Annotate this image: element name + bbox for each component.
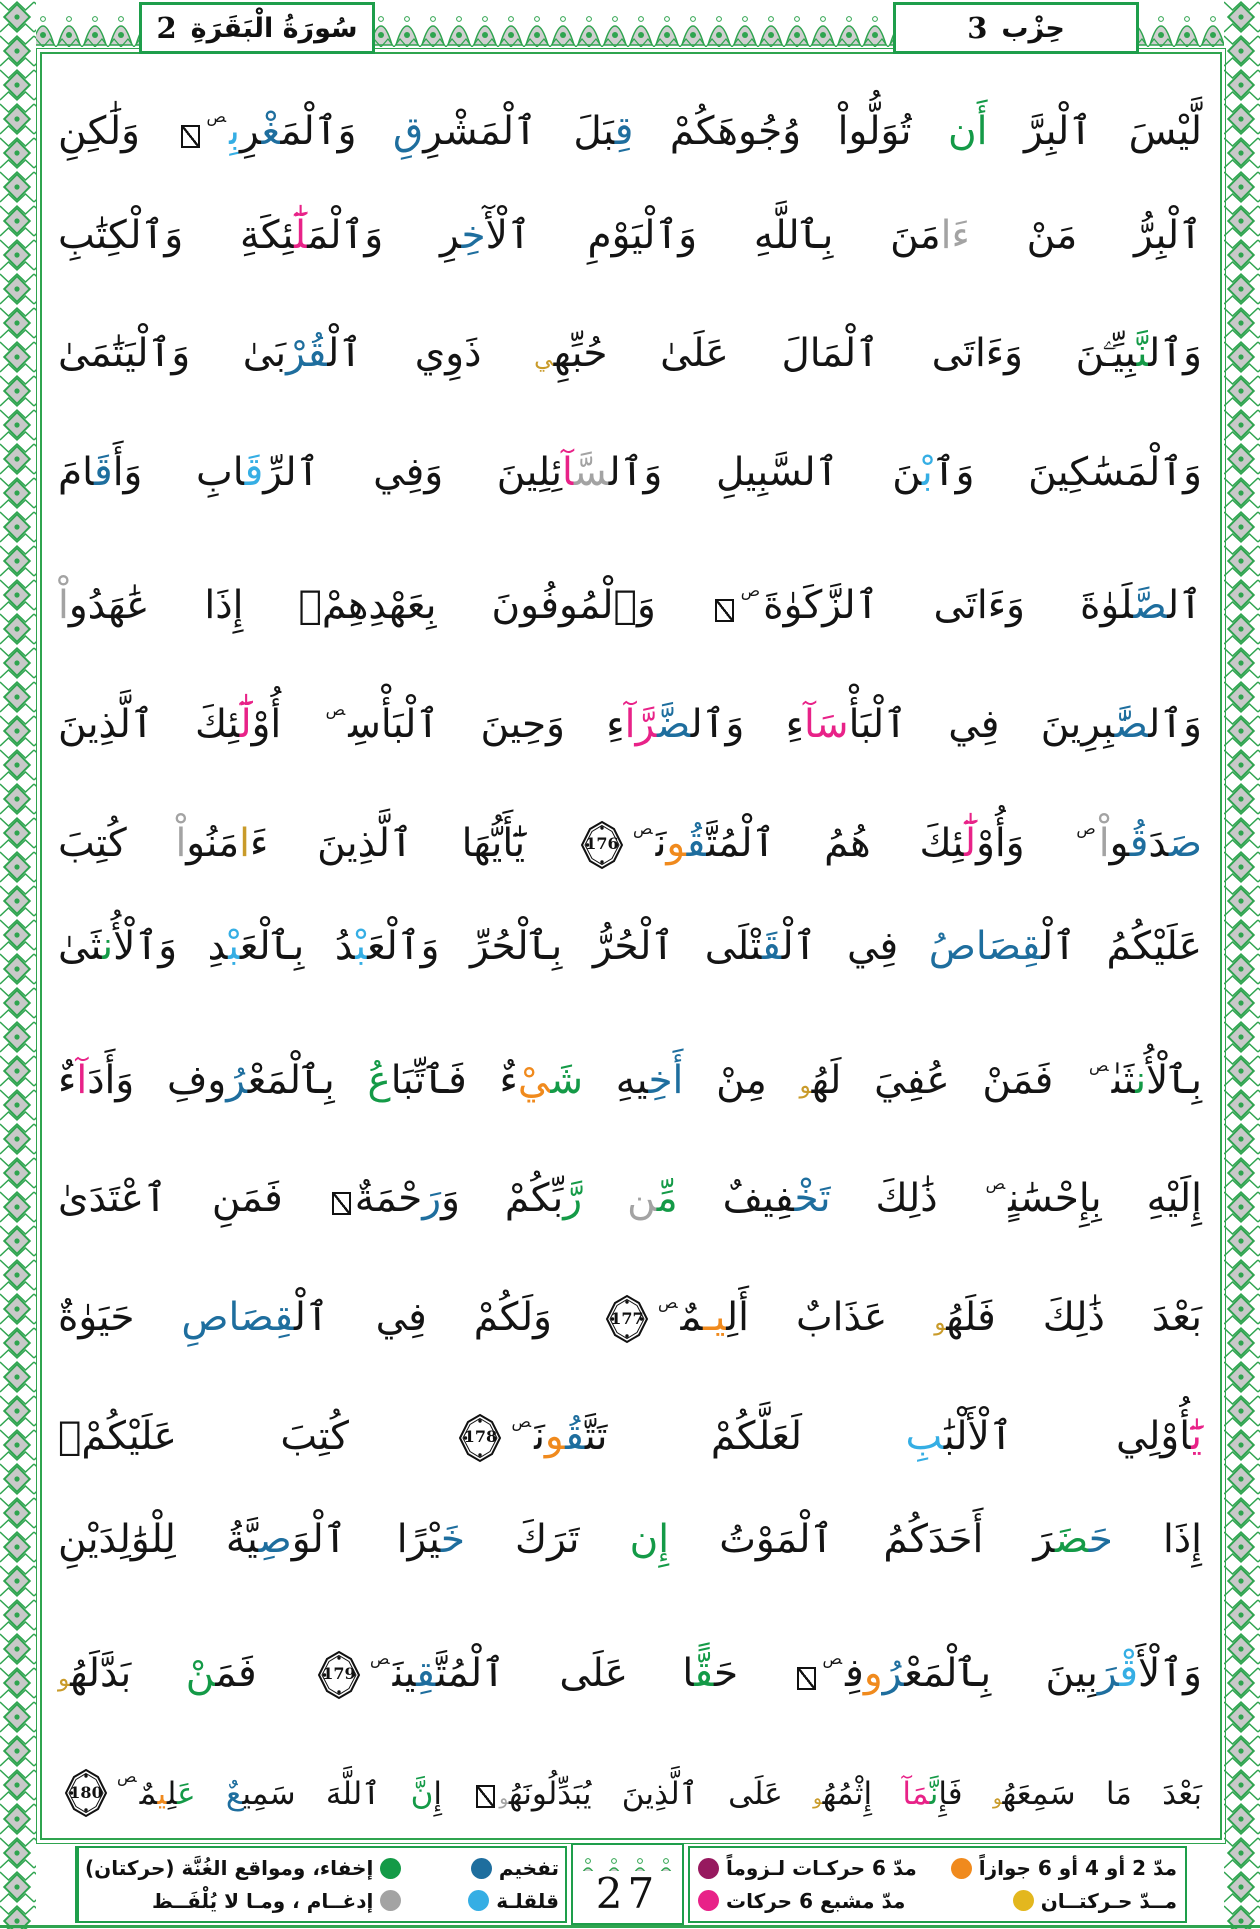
madd-jawaz-color-dot (951, 1858, 972, 1879)
page-number-lace (575, 1847, 680, 1871)
tajweed-segment: اْ (1098, 820, 1110, 866)
tajweed-segment: بِينَ بِٱلْمَعْ (904, 1650, 1098, 1696)
tajweed-segment: خَ (440, 1517, 465, 1563)
tajweed-segment: و (934, 1307, 947, 1336)
madd-harakatan-label: مــدّ حـركتــان (1040, 1888, 1177, 1913)
quran-line (58, 532, 1202, 651)
waqf-mark: ص (740, 581, 761, 601)
waqf-mark: ص (822, 1648, 843, 1668)
tafkheem-color-dot (471, 1858, 492, 1879)
verse-number: 179 (322, 1664, 356, 1684)
hizb-number: 3 (967, 11, 988, 45)
tajweed-segment: ي (534, 344, 554, 373)
tajweed-segment: نَّ (929, 1776, 939, 1813)
tajweed-segment: فَإِ (938, 1776, 993, 1813)
tajweed-segment: وفِ وَأَدَ (87, 1057, 227, 1103)
tajweed-segment: لَعَلَّكُمْ تَتَّ (584, 1413, 906, 1459)
tajweed-segment: ثَىٰ (1111, 1057, 1136, 1103)
tajweed-segment: إِثْمُهُ (822, 1776, 903, 1813)
tajweed-segment: آ (562, 449, 574, 495)
tajweed-segment: قِ (393, 109, 424, 154)
tajweed-segment: قُرْ (286, 331, 328, 377)
tajweed-segment: ي (157, 1776, 167, 1813)
tajweed-segment: صَّٰ (1114, 701, 1149, 747)
tajweed-segment: بِيِّـۧنَ وَءَاتَى ٱلْمَالَ عَلَىٰ حُبِّهِ (553, 331, 1137, 377)
tajweed-segment: مِنْ (683, 1057, 800, 1103)
legend-item-madd-harakatan (1013, 1889, 1177, 1913)
legend-item-idgham-silent (85, 1889, 401, 1913)
tajweed-segment: ٱلْوَ (291, 1517, 397, 1563)
verse-number: 177 (610, 1308, 644, 1328)
border-right (1224, 0, 1260, 1929)
tajweed-segment: ئِكَ ٱلَّذِينَ (58, 701, 240, 747)
tajweed-segment: بْ (228, 924, 240, 970)
pause-box-mark (797, 1667, 816, 1690)
border-corner-tl (0, 0, 36, 50)
tajweed-segment: سَآ (804, 701, 849, 747)
tajweed-segment: أَخِ (648, 1057, 684, 1103)
page-number-box (571, 1843, 684, 1925)
tajweed-segment: ثَىٰ (58, 924, 103, 970)
tajweed-segment: عَ (177, 1776, 196, 1813)
pause-box-mark (476, 1785, 495, 1808)
tajweed-segment: رُ (226, 1057, 248, 1103)
tajweed-segment: و (799, 1070, 812, 1099)
legend-tafkheem-column (407, 1848, 565, 1921)
tajweed-segment: حَ (714, 1650, 793, 1696)
waqf-mark: ص (657, 1292, 678, 1312)
quran-line (58, 1244, 1202, 1363)
tajweed-segment: و (666, 820, 687, 866)
tajweed-segment: بْ (921, 449, 933, 495)
verse-medallion (579, 820, 625, 870)
tajweed-segment: إِلَيْهِ بِإِحْسَٰنٍ (1008, 1176, 1203, 1222)
qalqalah-label: قلقلـة (496, 1888, 559, 1913)
tajweed-segment: ابِ وَأَ (112, 449, 245, 495)
quran-line (58, 1718, 1202, 1837)
legend-madd-row (698, 1889, 1177, 1913)
pause-box-mark (181, 125, 200, 148)
tajweed-segment: لَّيْسَ ٱلْبِرَّ (987, 109, 1203, 154)
tajweed-segment: دُ بِٱلْعَ (239, 924, 356, 970)
tajweed-segment: بَىٰ وَٱلْيَتَٰمَىٰ (58, 331, 287, 377)
tajweed-segment: بَعْدَ ذَٰلِكَ فَلَهُ (946, 1294, 1202, 1340)
tajweed-segment: وَٱل (1148, 701, 1202, 747)
tajweed-segment: آ (76, 1057, 88, 1103)
tajweed-segment: غْ (261, 109, 281, 154)
tajweed-segment: يهِ (583, 1057, 649, 1103)
legend-item-tafkheem (413, 1856, 559, 1880)
tajweed-segment: صِ (258, 1517, 292, 1563)
tajweed-segment: بَلَ ٱلْمَشْرِ (423, 109, 615, 154)
legend-item-qalqalah (413, 1889, 559, 1913)
tajweed-segment: و (544, 1413, 566, 1459)
tajweed-segment: نَ (534, 1413, 545, 1459)
tajweed-segment: وَلَٰكِنِ (58, 109, 177, 154)
tajweed-segment: ٱلْبِرُّ مَنْ (969, 212, 1203, 258)
tajweed-segment: ءِ وَحِينَ ٱلْبَأْسِ (348, 701, 625, 747)
tajweed-segment: تُوَلُّواْ وُجُوهَكُمْ (633, 109, 949, 154)
tajweed-segment: لَٰٓ (239, 701, 252, 747)
tajweed-segment: يَّةُ لِلْوَٰلِدَيْنِ (58, 1517, 259, 1563)
tajweed-segment: ٱللَّهَ سَمِي (242, 1776, 411, 1813)
tajweed-segment: ءٌ (58, 1057, 77, 1103)
madd-mushba-color-dot (698, 1890, 719, 1911)
waqf-mark: ص (117, 1767, 137, 1787)
verse-medallion (457, 1413, 503, 1463)
legend-item-madd-mushba (698, 1889, 905, 1913)
quran-line (58, 295, 1202, 414)
tajweed-segment: بَعْدَ مَا سَمِعَهُ (1002, 1776, 1202, 1813)
tajweed-segment: نَّ (410, 1776, 434, 1813)
tajweed-segment: يَٰٓ (1191, 1413, 1202, 1459)
tajweed-segment: فِ (845, 1650, 864, 1696)
tajweed-segment: تَرَكَ (464, 1517, 630, 1563)
tajweed-segment: وَأُوْ (976, 820, 1074, 866)
surah-number: 2 (156, 11, 177, 45)
tajweed-segment: رِ وَٱلْمَ (307, 212, 462, 258)
tajweed-segment: رَ أَحَدَكُمُ ٱلْمَوْتُ (669, 1517, 1055, 1563)
legend-item-ikhfa-ghunnah (85, 1856, 401, 1880)
tafkheem-label: تفخيم (498, 1856, 559, 1881)
legend-left-box (75, 1846, 567, 1923)
waqf-mark: ص (325, 699, 346, 719)
tajweed-segment: أُوْ (251, 701, 323, 747)
tajweed-segment: أَن (948, 109, 988, 154)
tajweed-segment: و (58, 1663, 71, 1692)
tajweed-segment: عَلَيْكُمُ ٱلْ (1041, 924, 1202, 970)
tajweed-segment: مَنَ بِٱللَّهِ وَٱلْيَوْمِ ٱلْ (485, 212, 941, 258)
idgham-silent-color-dot (380, 1890, 401, 1911)
tajweed-segment: قْ (1119, 1650, 1139, 1696)
tajweed-segment: بِ (905, 1413, 944, 1459)
tajweed-segment: فِيفٌ (677, 1176, 795, 1222)
tajweed-segment: ئِكَةِ وَٱلْكِتَٰبِ (58, 212, 295, 258)
tajweed-segment: لَٰٓ (294, 212, 308, 258)
tajweed-segment: مٌ (139, 1776, 158, 1813)
tajweed-segment: ا (239, 820, 250, 866)
tajweed-segment: و (992, 1788, 1003, 1810)
tajweed-segment: قِصَاصُ (928, 924, 1042, 970)
tajweed-segment: إِن (629, 1517, 670, 1563)
tajweed-segment: لَٰٓ (964, 820, 977, 866)
tajweed-segment: ئِلِينَ وَفِي ٱلرِّ (263, 449, 563, 495)
surah-header-box (139, 2, 375, 54)
tajweed-segment: ٱلْحُرُّ بِٱلْحُرِّ وَٱلْعَ (367, 924, 705, 970)
tajweed-segment: سَّ (573, 449, 609, 495)
quran-line (58, 58, 1202, 177)
tajweed-segment: وَٱل (1148, 331, 1202, 377)
tajweed-segment: و (499, 1788, 509, 1810)
tajweed-segment: ينَ (392, 1650, 417, 1696)
tajweed-segment: نَّ (1136, 331, 1149, 377)
tajweed-segment: إِذَا (1112, 1517, 1203, 1563)
tajweed-segment: رِ (239, 109, 262, 154)
tajweed-segment: اْ (175, 820, 187, 866)
hizb-label: حِزْب (1001, 12, 1065, 44)
tajweed-segment: وَلَكُمْ فِي ٱلْ (294, 1294, 599, 1340)
tajweed-segment: بِٱلْمَعْ (247, 1057, 368, 1103)
tajweed-segment: و (863, 1650, 883, 1696)
tajweed-segment: ذَٰلِكَ (830, 1176, 983, 1222)
madd-jawaz-label: مدّ 2 أو 4 أو 6 جوازاً (978, 1856, 1177, 1881)
tajweed-segment: و (813, 1788, 823, 1810)
tajweed-segment: إِ (433, 1776, 473, 1813)
tajweed-segment: قَ (244, 449, 264, 495)
tajweed-segment: فَمَ (215, 1650, 311, 1696)
waqf-mark: ص (985, 1174, 1006, 1194)
tajweed-segment: نْ (185, 1650, 216, 1696)
verse-number: 178 (463, 1427, 498, 1447)
page-number: 27 (595, 1869, 660, 1918)
tajweed-segment: اْ (58, 583, 69, 629)
tajweed-segment: ءِ وَٱل (690, 701, 805, 747)
tajweed-segment: مَآ (902, 1776, 930, 1813)
tajweed-segment: حْمَةٌ (354, 1176, 423, 1222)
tajweed-segment: ءَا (940, 212, 970, 258)
ikhfa-ghunnah-color-dot (380, 1858, 401, 1879)
madd-mushba-label: مدّ مشبع 6 حركات (726, 1888, 906, 1913)
tajweed-segment: نَ ٱلسَّبِيلِ وَٱل (608, 449, 922, 495)
tajweed-segment: تَخْ (794, 1176, 831, 1222)
tajweed-segment: تْلَى (704, 924, 762, 970)
legend-item-madd-jawaz (951, 1856, 1177, 1880)
madd-lazim-color-dot (698, 1858, 719, 1879)
ikhfa-ghunnah-label: إخفاء، ومواقع الغُنَّة (حركتان) (85, 1856, 374, 1881)
tajweed-segment: قِ (614, 109, 634, 154)
legend-madd-row (698, 1856, 1177, 1880)
tajweed-segment: ضَ (1054, 1517, 1089, 1563)
tajweed-segment: يـ (703, 1294, 727, 1340)
tajweed-segment: قَ (94, 449, 113, 495)
verse-medallion (63, 1768, 109, 1818)
pause-box-mark (332, 1192, 351, 1215)
quran-line (58, 1125, 1202, 1244)
tajweed-segment: ءٌ فَٱتِّبَا (390, 1057, 518, 1103)
waqf-mark: ص (1089, 1055, 1109, 1075)
tajweed-segment: بِٱلْأُ (1146, 1057, 1202, 1103)
quran-line (58, 651, 1202, 770)
tajweed-segment: و (1109, 820, 1130, 866)
tajweed-segment: شَ (550, 1057, 584, 1103)
quran-line (58, 888, 1202, 1007)
tajweed-segment: قُ (565, 1413, 585, 1459)
hizb-header-box (893, 2, 1139, 54)
waqf-mark: ص (369, 1648, 390, 1668)
tajweed-segment: ا عَلَى ٱلْمُتَّ (435, 1650, 695, 1696)
tajweed-segment: ٱل (1167, 583, 1202, 629)
tajweed-segment: مٌ (680, 1294, 704, 1340)
tajweed-segment: وَٱلْمَ (280, 109, 393, 154)
legend-ghunnah-column (77, 1848, 407, 1921)
quran-line (58, 1481, 1202, 1600)
tajweed-segment: لَوٰةَ وَءَاتَى ٱلزَّكَوٰةَ (763, 583, 1134, 629)
tajweed-segment: عَذَابٌ أَلِ (726, 1294, 935, 1340)
tajweed-segment: نَ (655, 820, 667, 866)
tajweed-segment: بِ (229, 109, 240, 154)
waqf-mark: ص (632, 818, 653, 838)
surah-title: سُورَةُ الْبَقَرَةِ (190, 12, 358, 44)
tajweed-segment: صَّ (1133, 583, 1168, 629)
idgham-silent-label: إدغــام ، ومـا لا يُلْفَــظ (152, 1888, 374, 1913)
tajweed-segment: وَٱلْمُوفُونَ بِعَهْدِهِمْ (298, 583, 711, 629)
waqf-mark: ص (511, 1411, 532, 1431)
tajweed-segment: عُ (367, 1057, 391, 1103)
tajweed-segment: بِرِينَ فِي ٱلْبَأْ (848, 701, 1115, 747)
tajweed-segment: ئِكَ هُمُ ٱلْمُتَّ (706, 820, 965, 866)
tajweed-segment: صَ (1168, 820, 1202, 866)
tajweed-segment: وَٱلْأَ (1138, 1650, 1202, 1696)
quran-line (58, 177, 1202, 296)
tajweed-segment: رَ (1097, 1650, 1120, 1696)
waqf-mark: ص (1076, 818, 1096, 838)
tajweed-segment: يَٰٓأَيُّهَا ٱلَّذِينَ ءَ (249, 820, 574, 866)
quran-lines (58, 58, 1202, 1838)
qalqalah-color-dot (468, 1890, 489, 1911)
verse-number: 176 (585, 834, 619, 854)
tajweed-segment: ن (627, 1176, 657, 1222)
tajweed-segment: عٌ (225, 1776, 243, 1813)
quran-line (58, 1600, 1202, 1719)
tajweed-segment: قُ (686, 820, 707, 866)
tajweed-segment: دَ (1148, 820, 1169, 866)
tajweed-segment: قِصَاصِ (181, 1294, 294, 1340)
tajweed-segment: رُ (882, 1650, 905, 1696)
quran-line (58, 770, 1202, 889)
pause-box-mark (715, 599, 734, 622)
tajweed-segment: حَيَوٰةٌ (58, 1294, 182, 1340)
verse-number: 180 (69, 1783, 103, 1803)
tajweed-segment: حَ (1088, 1517, 1113, 1563)
tajweed-segment: فِي ٱلْ (781, 924, 929, 970)
madd-harakatan-color-dot (1013, 1890, 1034, 1911)
tajweed-segment: فَمَنِ ٱعْتَدَىٰ (58, 1176, 328, 1222)
tajweed-segment: بَدَّلَهُ (70, 1650, 186, 1696)
tajweed-segment: بْ (355, 924, 368, 970)
tajweed-segment (196, 1776, 226, 1812)
tajweed-segment: وَٱلْمَسَٰكِينَ وَٱ (932, 449, 1202, 495)
tajweed-segment: قًّ (694, 1650, 715, 1696)
tajweed-segment: ن (1135, 1057, 1147, 1103)
border-corner-tr (1224, 0, 1260, 50)
tajweed-segment: مَنُو (186, 820, 240, 866)
verse-medallion (316, 1650, 362, 1700)
border-bottom-line (0, 1925, 1260, 1928)
tajweed-segment: كُتِبَ عَلَيْكُمْ (58, 1413, 453, 1459)
tajweed-segment: أُوْلِي ٱلْأَلْبَٰ (943, 1413, 1192, 1459)
tajweed-segment: بِّكُمْ وَ (441, 1176, 564, 1222)
tajweed-segment: رَّآ (624, 701, 657, 747)
quran-line (58, 1007, 1202, 1126)
verse-medallion (604, 1294, 650, 1344)
tajweed-segment: مِّ (656, 1176, 678, 1222)
tajweed-segment: ذَوِي ٱلْ (327, 331, 535, 377)
tajweed-segment: امَ (58, 449, 95, 495)
tajweed-segment: يْ (517, 1057, 551, 1103)
tajweed-segment: قَ (761, 924, 782, 970)
border-left (0, 0, 36, 1929)
madd-lazim-label: مدّ 6 حركـات لـزوماً (726, 1856, 917, 1881)
tajweed-segment: ضَّ (656, 701, 691, 747)
tajweed-segment: قُ (1129, 820, 1149, 866)
legend-madd-box (688, 1846, 1187, 1923)
tajweed-segment: إِذَا عَٰهَدُو (68, 583, 299, 629)
tajweed-segment: لِ (166, 1776, 178, 1813)
tajweed-segment: عَلَى ٱلَّذِينَ يُبَدِّلُونَهُ (508, 1776, 813, 1813)
tajweed-segment (582, 1176, 627, 1221)
tajweed-segment: رَ (422, 1176, 442, 1222)
legend-item-madd-lazim (698, 1856, 917, 1880)
tajweed-segment: يْرًا (396, 1517, 441, 1563)
tajweed-segment: رَّ (563, 1176, 583, 1222)
quran-line (58, 414, 1202, 533)
tajweed-segment: خِ (461, 212, 486, 258)
tajweed-segment: فَمَنْ عُفِيَ لَهُ (811, 1057, 1087, 1103)
tajweed-segment: قِ (416, 1650, 436, 1696)
quran-line (58, 1363, 1202, 1482)
tajweed-segment: كُتِبَ (58, 820, 176, 866)
waqf-mark: ص (206, 107, 227, 126)
tajweed-segment: دِ وَٱلْأُ (113, 924, 229, 970)
tajweed-segment: ن (102, 924, 114, 970)
